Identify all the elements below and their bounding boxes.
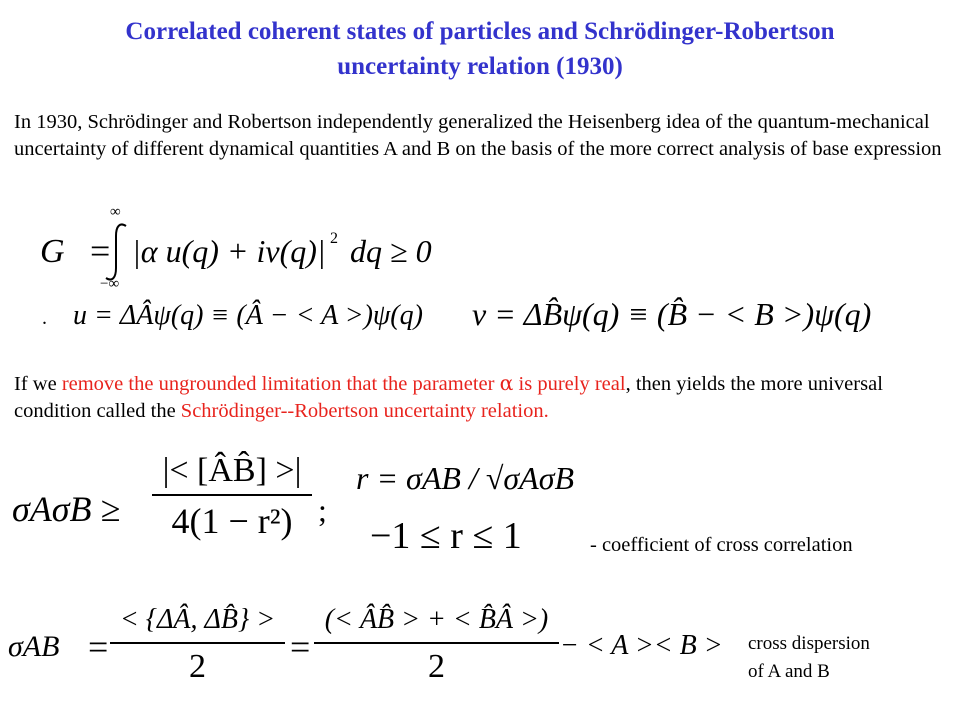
p2-red3: Schrödinger--Robertson uncertainty relation. bbox=[180, 400, 549, 422]
g-lhs: G bbox=[40, 233, 65, 270]
sr-fraction bbox=[152, 452, 312, 542]
sigma-ab-equation bbox=[8, 600, 728, 710]
v-definition: v = ΔB̂ψ(q) ≡ (B̂ − < B >)ψ(q) bbox=[472, 296, 872, 332]
sr-denominator: 4(1 − r²) bbox=[171, 501, 293, 541]
p2-part1: If we bbox=[14, 373, 62, 395]
p2-red1: remove the ungrounded limitation that the parameter bbox=[61, 373, 500, 395]
r-definition: r = σAB / √σAσB bbox=[356, 460, 575, 496]
frac1 bbox=[110, 604, 285, 686]
sr-semicolon: ; bbox=[318, 492, 327, 528]
upper-limit: ∞ bbox=[110, 204, 121, 220]
g-tail: dq ≥ 0 bbox=[350, 233, 432, 269]
sr-numerator: |< [ÂB̂] >| bbox=[152, 452, 312, 496]
leading-dot: . bbox=[42, 307, 47, 329]
integral-sign bbox=[102, 222, 132, 282]
frac2 bbox=[314, 604, 559, 686]
r-range: −1 ≤ r ≤ 1 bbox=[370, 515, 522, 557]
power: 2 bbox=[330, 230, 338, 247]
lower-limit: −∞ bbox=[100, 276, 120, 292]
sigma-ab-eq2: = bbox=[290, 627, 311, 667]
integrand: |α u(q) + iv(q)| bbox=[132, 233, 326, 269]
u-equation: u = ΔÂψ(q) ≡ (Â − < A >)ψ(q) bbox=[73, 300, 423, 331]
frac1-numerator: < {ΔÂ, ΔB̂} > bbox=[110, 604, 285, 644]
g-equals: = bbox=[90, 231, 111, 271]
cross-correlation-note: - coefficient of cross correlation bbox=[590, 534, 853, 556]
frac2-denominator: 2 bbox=[428, 648, 445, 685]
g-integral-equation bbox=[40, 204, 460, 298]
sr-relation bbox=[12, 452, 342, 572]
sigma-ab-tail: − < A >< B > bbox=[560, 630, 723, 661]
p2-red2: is purely real bbox=[513, 373, 626, 395]
cross-dispersion-line1: cross dispersion bbox=[748, 633, 870, 654]
frac1-denominator: 2 bbox=[189, 648, 206, 685]
paragraph-2 bbox=[14, 370, 954, 425]
cross-dispersion-line2: of A and B bbox=[748, 661, 830, 682]
sigma-ab-lhs: σAB bbox=[8, 630, 60, 663]
sigma-ab-eq1: = bbox=[88, 627, 109, 667]
intro-paragraph: In 1930, Schrödinger and Robertson independently generalized the Heisenberg idea of the quantum-mechanical uncertainty of different dynamical quantities A and B on the basis of the more correct analysis of base expression bbox=[14, 111, 942, 160]
title-line-1: Correlated coherent states of particles and Schrödinger-Robertson bbox=[125, 18, 835, 45]
sr-lhs: σAσB ≥ bbox=[12, 489, 121, 529]
frac2-numerator: (< ÂB̂ > + < B̂Â >) bbox=[314, 604, 559, 644]
cross-dispersion-note bbox=[748, 630, 870, 686]
slide-title bbox=[0, 14, 960, 84]
alpha-symbol: α bbox=[499, 371, 514, 395]
u-definition bbox=[42, 300, 423, 332]
p2-part2: , then yields the more universal condition called the bbox=[14, 373, 883, 422]
title-line-2: uncertainty relation (1930) bbox=[337, 53, 623, 80]
